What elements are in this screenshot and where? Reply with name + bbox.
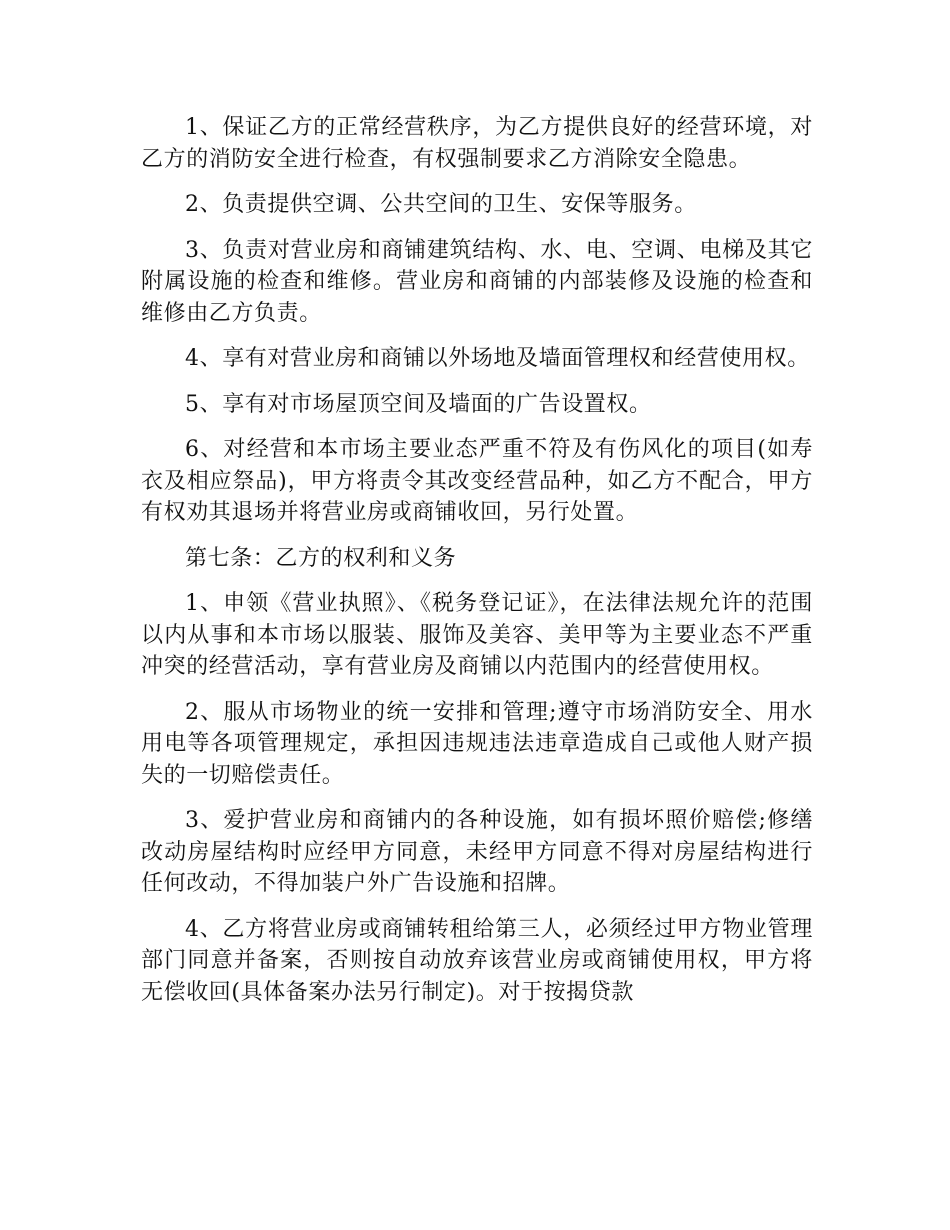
obligation-item-4: 4、享有对营业房和商铺以外场地及墙面管理权和经营使用权。 (185, 346, 810, 371)
party-b-item-4: 4、乙方将营业房或商铺转租给第三人，必须经过甲方物业管理部门同意并备案，否则按自动放弃该营业房或商铺使用权，甲方将无偿收回(具体备案办法另行制定)。对于按揭贷款 (141, 916, 813, 1005)
party-b-item-1: 1、申领《营业执照》、《税务登记证》，在法律法规允许的范围以内从事和本市场以服装、服饰及美容、美甲等为主要业态不严重冲突的经营活动，享有营业房及商铺以内范围内的经营使用权。 (141, 591, 813, 679)
obligation-item-3: 3、负责对营业房和商铺建筑结构、水、电、空调、电梯及其它附属设施的检查和维修。营业房和商铺的内部装修及设施的检查和维修由乙方负责。 (141, 237, 813, 326)
party-b-item-2: 2、服从市场物业的统一安排和管理;遵守市场消防安全、用水用电等各项管理规定，承担因违规违法违章造成自己或他人财产损失的一切赔偿责任。 (141, 699, 813, 788)
obligation-item-5: 5、享有对市场屋顶空间及墙面的广告设置权。 (185, 391, 652, 417)
document-page (141, 112, 813, 1022)
party-b-item-3: 3、爱护营业房和商铺内的各种设施，如有损坏照价赔偿;修缮改动房屋结构时应经甲方同意，未经甲方同意不得对房屋结构进行任何改动，不得加装户外广告设施和招牌。 (141, 808, 813, 896)
obligation-item-6: 6、对经营和本市场主要业态严重不符及有伤风化的项目(如寿衣及相应祭品)，甲方将责令其改变经营品种，如乙方不配合，甲方有权劝其退场并将营业房或商铺收回，另行处置。 (141, 437, 813, 525)
section-heading-article-7: 第七条：乙方的权利和义务 (185, 545, 457, 571)
obligation-item-2: 2、负责提供空调、公共空间的卫生、安保等服务。 (185, 192, 697, 217)
obligation-item-1: 1、保证乙方的正常经营秩序，为乙方提供良好的经营环境，对乙方的消防安全进行检查，有权强制要求乙方消除安全隐患。 (141, 115, 813, 172)
